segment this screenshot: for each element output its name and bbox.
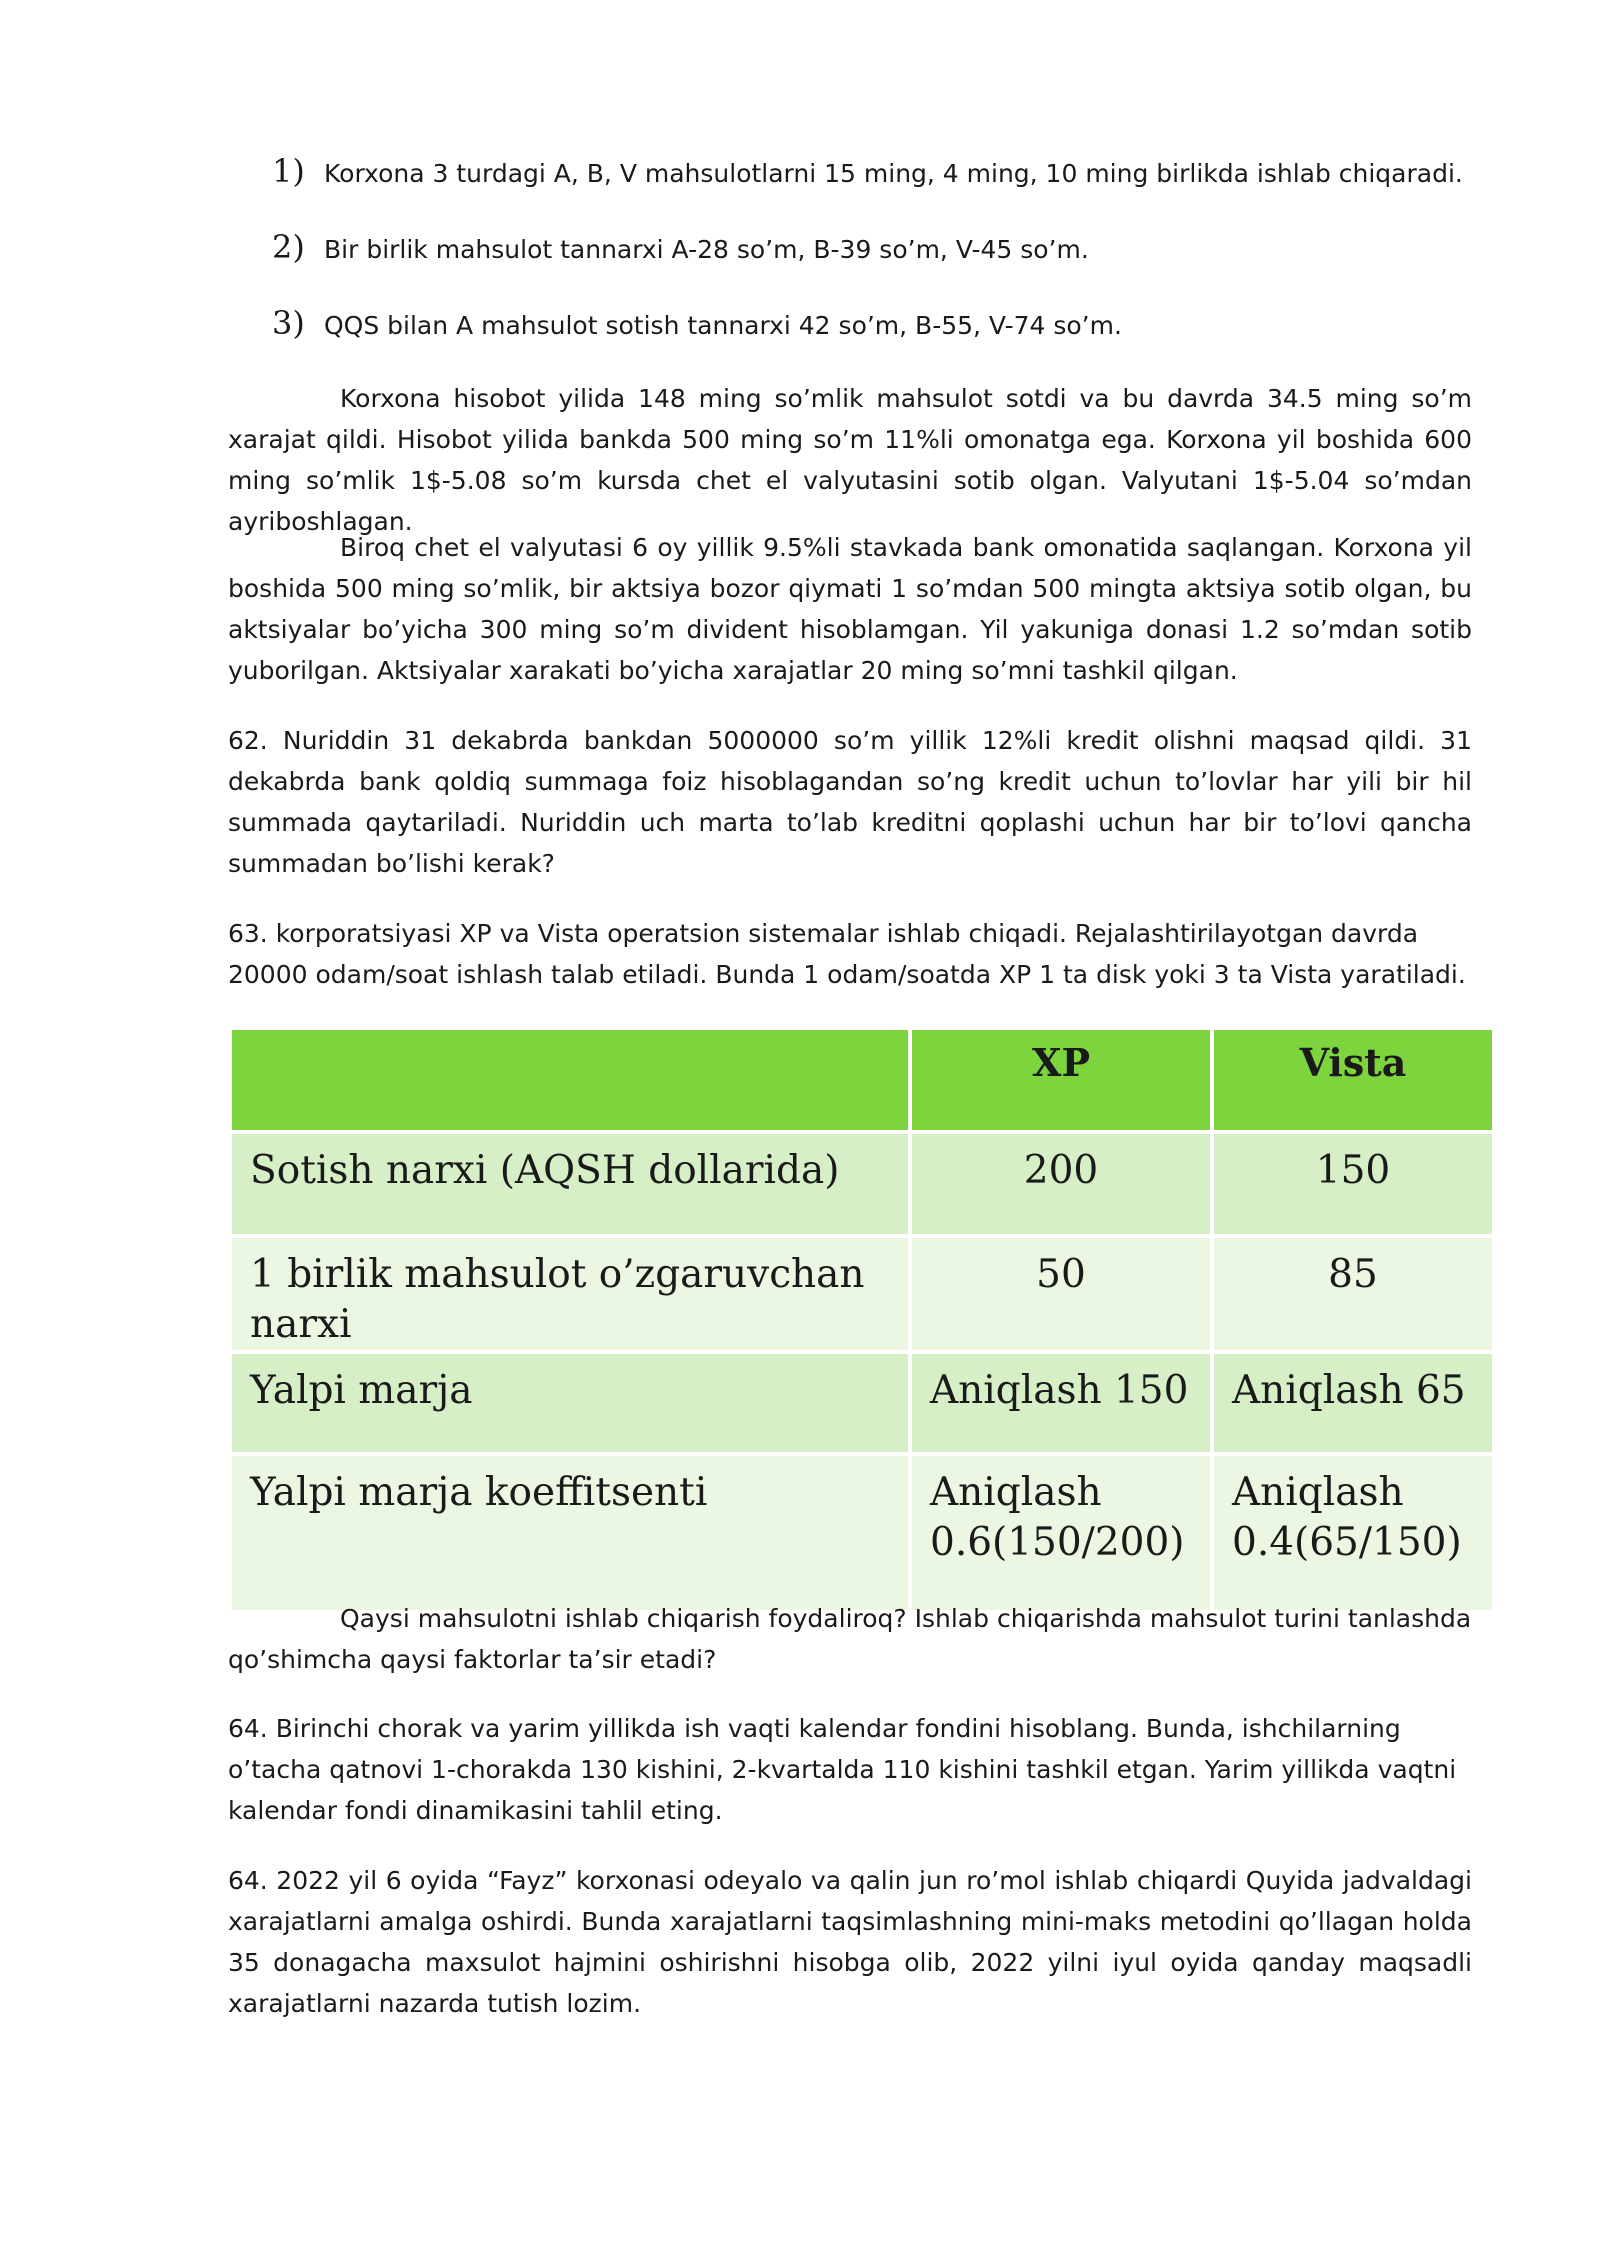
table-row [230,1132,1494,1236]
cell-xp: Aniqlash 150 [910,1352,1212,1454]
problem-64a: 64. Birinchi chorak va yarim yillikda ish vaqti kalendar fondini hisoblang. Bunda, ishchilarning o’tacha qatnovi 1-chorakda 130 kishini, 2-kvartalda 110 kishini tashkil etgan. Yarim yillikda vaqtni kalendar fondi dinamikasini tahlil eting. [228,1714,1457,1825]
cell-xp: 50 [910,1236,1212,1352]
header-cell-vista: Vista [1212,1028,1494,1132]
row-label: Yalpi marja [230,1352,910,1454]
cell-vista: 85 [1212,1236,1494,1352]
list-number: 2) [272,228,305,266]
row-label: Yalpi marja koeffitsenti [230,1454,910,1612]
problem-62: 62. Nuriddin 31 dekabrda bankdan 5000000 so’m yillik 12%li kredit olishni maqsad qildi. 31 dekabrda bank qoldiq summaga foiz hisoblagandan so’ng kredit uchun to’lovlar har yili bir hil summada qaytariladi. Nuriddin uch marta to’lab kreditni qoplashi uchun har bir to’lovi qancha summadan bo’lishi kerak? [228,726,1472,878]
list-text: Korxona 3 turdagi A, B, V mahsulotlarni 15 ming, 4 ming, 10 ming birlikda ishlab chiqaradi. [324,159,1463,188]
cell-vista: Aniqlash 65 [1212,1352,1494,1454]
list-text: Bir birlik mahsulot tannarxi A-28 so’m, B-39 so’m, V-45 so’m. [324,235,1089,264]
cell-xp: 200 [910,1132,1212,1236]
row-label: Sotish narxi (AQSH dollarida) [230,1132,910,1236]
problem-63: 63. korporatsiyasi XP va Vista operatsion sistemalar ishlab chiqadi. Rejalashtirilayotgan davrda 20000 odam/soat ishlash talab etiladi. Bunda 1 odam/soatda XP 1 ta disk yoki 3 ta Vista yaratiladi. [228,919,1466,989]
paragraph-1: Korxona hisobot yilida 148 ming so’mlik mahsulot sotdi va bu davrda 34.5 ming so’m xarajat qildi. Hisobot yilida bankda 500 ming so’m 11%li omonatga ega. Korxona yil boshida 600 ming so’mlik 1$-5.08 so’m kursda chet el valyutasini sotib olgan. Valyutani 1$-5.04 so’mdan ayriboshlagan. [228,384,1472,536]
list-item [272,304,1482,380]
list-item [272,152,1482,228]
list-number: 1) [272,152,305,190]
paragraph-2: Biroq chet el valyutasi 6 oy yillik 9.5%li stavkada bank omonatida saqlangan. Korxona yil boshida 500 ming so’mlik, bir aktsiya bozor qiymati 1 so’mdan 500 mingta aktsiya sotib olgan, bu aktsiyalar bo’yicha 300 ming so’m divident hisoblamgan. Yil yakuniga donasi 1.2 so’mdan sotib yuborilgan. Aktsiyalar xarakati bo’yicha xarajatlar 20 ming so’mni tashkil qilgan. [228,533,1472,685]
cell-vista: 150 [1212,1132,1494,1236]
cell-xp: Aniqlash 0.6(150/200) [910,1454,1212,1612]
numbered-list [272,152,1482,380]
list-number: 3) [272,304,305,342]
cell-vista: Aniqlash 0.4(65/150) [1212,1454,1494,1612]
header-cell-empty [230,1028,910,1132]
table-header-row [230,1028,1494,1132]
header-cell-xp: XP [910,1028,1212,1132]
question-paragraph: Qaysi mahsulotni ishlab chiqarish foydaliroq? Ishlab chiqarishda mahsulot turini tanlashda qo’shimcha qaysi faktorlar ta’sir etadi? [228,1604,1472,1674]
table-row [230,1236,1494,1352]
list-text: QQS bilan A mahsulot sotish tannarxi 42 so’m, B-55, V-74 so’m. [324,311,1122,340]
row-label: 1 birlik mahsulot o’zgaruvchan narxi [230,1236,910,1352]
problem-64b: 64. 2022 yil 6 oyida “Fayz” korxonasi odeyalo va qalin jun ro’mol ishlab chiqardi Quyida jadvaldagi xarajatlarni amalga oshirdi. Bunda xarajatlarni taqsimlashning mini-maks metodini qo’llagan holda 35 donagacha maxsulot hajmini oshirishni hisobga olib, 2022 yilni iyul oyida qanday maqsadli xarajatlarni nazarda tutish lozim. [228,1866,1472,2018]
table-row [230,1352,1494,1454]
table-row [230,1454,1494,1612]
comparison-table [228,1026,1496,1614]
list-item [272,228,1482,304]
